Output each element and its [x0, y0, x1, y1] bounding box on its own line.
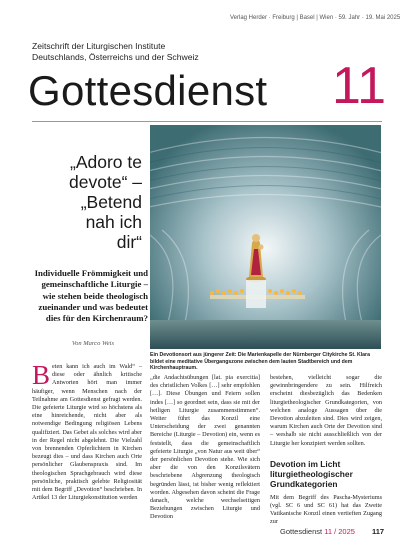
magazine-title: Gottesdienst — [28, 67, 268, 114]
magazine-subtitle — [32, 41, 312, 63]
madonna-chapel-image — [150, 125, 381, 349]
body-text: Mit dem Begriff des Pascha-Mysteriums (vgl. SC 6 und SC 61) hat das Zweite Vatikanische Konzil einen vertieften Zugang zur — [270, 493, 382, 526]
chapel-photo — [150, 125, 381, 349]
title-divider — [32, 121, 382, 122]
subtitle-line: Zeitschrift der Liturgischen Institute — [32, 41, 166, 51]
article-byline: Von Marco Weis — [71, 340, 114, 347]
article-dek: Individuelle Frömmigkeit und gemeinschaftliche Liturgie – wie stehen beide theologisch zueinander und was bedeutet dies für den Kirchenraum? — [34, 268, 148, 324]
body-column-1 — [32, 360, 142, 502]
publisher-line: Verlag Herder · Freiburg | Basel | Wien · 59. Jahr · 19. Mai 2025 — [230, 15, 400, 21]
page-number: 117 — [372, 527, 385, 536]
body-column-3 — [270, 374, 382, 527]
headline-line: nah ich — [85, 212, 142, 232]
article-headline — [32, 152, 142, 252]
headline-line: dir“ — [116, 232, 142, 252]
body-text: bestehen, vielleicht sogar die gewinnbringendere zu sein. Hilfreich erscheint diesbezüglich das Bedenken liturgietheologischer Grundkategorien, von welchen analoge Aussagen über die Devotion abzuleiten sind. Dies wird zeigen, warum Kirchen auch Orte der Devotion sind – weshalb sie nicht ausschließlich von der Liturgie her konzipiert werden sollten. — [270, 374, 382, 447]
section-subhead: Devotion im Licht liturgietheologischer Grundkategorien — [270, 458, 353, 489]
headline-line: „Adoro te — [70, 152, 142, 172]
headline-line: devote“ – — [69, 172, 142, 192]
subtitle-line: Deutschlands, Österreichs und der Schweiz — [32, 52, 199, 62]
footer-magazine-name: Gottesdienst — [280, 527, 323, 536]
photo-caption: Ein Devotionsort aus jüngerer Zeit: Die Marienkapelle der Nürnberger Citykirche St. Klara bildet eine meditative Übergangszone zwischen dem lauten Stadtbereich und dem Kirchenhauptraum. — [150, 352, 370, 372]
body-text: „die Andachtsübungen [lat. pia exercitia] des christlichen Volkes […] sehr empfohlen […]. Diese Übungen und Feiern sollen indes […] so geordnet sein, dass sie mit der heiligen Liturgie zusammenstimmen“. Weiter führt das Konzil eine Unterscheidung der zwei genannten Bereiche (Liturgie – Devotion) ein, wenn es feststellt, dass die gemeinschaftlich gefeierte Liturgie „von Natur aus weit über“ der persönlichen Devotion stehe. Wie sich aber die von den Konzilsvätern beschriebene Abgrenzung theologisch begründen lässt, ist bisher wenig reflektiert worden. Abgesehen davon scheint die Frage danach, welche wechselseitigen Beziehungen zwischen Liturgie und Devotion — [150, 374, 260, 521]
issue-number: 11 — [332, 57, 386, 115]
footer-issue: 11 / 2025 — [324, 527, 355, 536]
headline-line: „Betend — [80, 192, 142, 212]
body-text: eten kann ich auch im Wald“ – diese oder ähnlich kritische Antworten hört man immer häufiger, wenn Menschen nach der Teilnahme am Gottesdienst gefragt werden. Die gefeierte Liturgie wird so höchstens als eine hinreichende, nicht aber als notwendige Bedingung religiösen Lebens qualifiziert. Das Gebet als solches wird aber in der Regel nicht abgelehnt. Die Vielzahl von brennenden Opferlichtern in Kirchen bezeugt dies – und dass Kirchen auch Orte persönlicher Glaubenspraxis sind. Im theologischen Sprachgebrauch wird diese persönliche, praktisch gelebte Religiosität mit dem Begriff „Devotion“ beschrieben. In Artikel 13 der Liturgiekonstitution werden — [32, 363, 142, 502]
drop-cap: B — [32, 360, 51, 390]
body-column-2 — [150, 374, 260, 522]
footer-title — [280, 527, 355, 536]
